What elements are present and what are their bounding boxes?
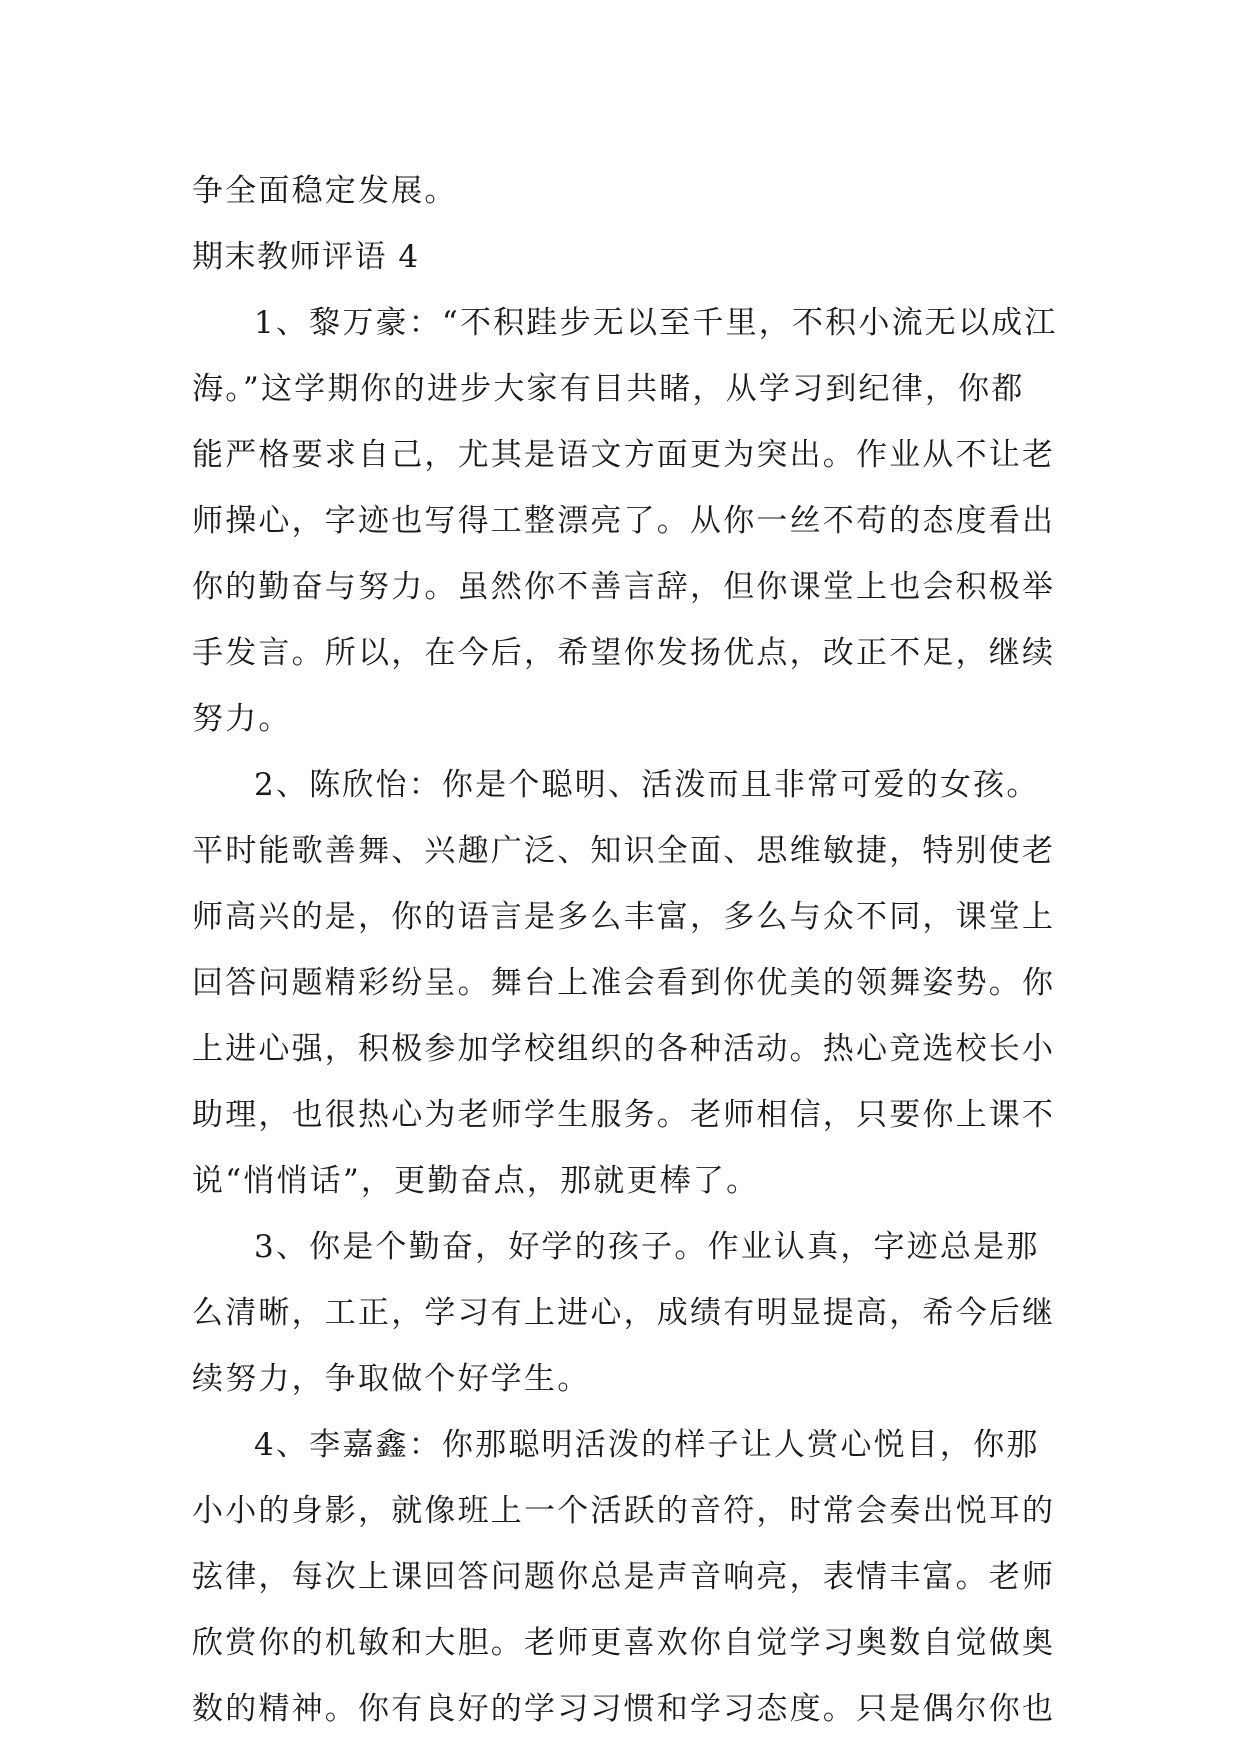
document-body xyxy=(192,158,1057,1742)
paragraph-line: 3、你是个勤奋，好学的孩子。作业认真，字迹总是那 xyxy=(254,1229,1040,1265)
paragraph-line: 4、李嘉鑫：你那聪明活泼的样子让人赏心悦目，你那 xyxy=(254,1427,1040,1463)
paragraph-line: 师高兴的是，你的语言是多么丰富，多么与众不同，课堂上 xyxy=(192,899,1056,935)
paragraph-line: 海。”这学期你的进步大家有目共睹，从学习到纪律，你都 xyxy=(192,371,1025,407)
paragraph-line: 你的勤奋与努力。虽然你不善言辞，但你课堂上也会积极举 xyxy=(192,569,1056,605)
paragraph-line: 手发言。所以，在今后，希望你发扬优点，改正不足，继续 xyxy=(192,635,1056,671)
paragraph-line: 平时能歌善舞、兴趣广泛、知识全面、思维敏捷，特别使老 xyxy=(192,833,1056,869)
paragraph-3 xyxy=(192,1214,1057,1412)
paragraph-line: 能严格要求自己，尤其是语文方面更为突出。作业从不让老 xyxy=(192,437,1056,473)
paragraph-1 xyxy=(192,290,1057,752)
paragraph-line: 努力。 xyxy=(192,701,292,737)
paragraph-line: 续努力，争取做个好学生。 xyxy=(192,1361,591,1397)
section-heading: 期末教师评语 4 xyxy=(192,239,420,275)
paragraph-line: 么清晰，工正，学习有上进心，成绩有明显提高，希今后继 xyxy=(192,1295,1056,1331)
paragraph-line: 1、黎万豪：“不积跬步无以至千里，不积小流无以成江 xyxy=(254,305,1058,341)
paragraph-line: 小小的身影，就像班上一个活跃的音符，时常会奏出悦耳的 xyxy=(192,1493,1056,1529)
paragraph-line: 师操心，字迹也写得工整漂亮了。从你一丝不苟的态度看出 xyxy=(192,503,1056,539)
intro-line: 争全面稳定发展。 xyxy=(192,173,458,209)
paragraph-line: 助理，也很热心为老师学生服务。老师相信，只要你上课不 xyxy=(192,1097,1056,1133)
paragraph-line: 欣赏你的机敏和大胆。老师更喜欢你自觉学习奥数自觉做奥 xyxy=(192,1625,1056,1661)
paragraph-2 xyxy=(192,752,1057,1214)
paragraph-line: 上进心强，积极参加学校组织的各种活动。热心竞选校长小 xyxy=(192,1031,1056,1067)
paragraph-4 xyxy=(192,1412,1057,1742)
paragraph-line: 说“悄悄话”，更勤奋点，那就更棒了。 xyxy=(192,1163,760,1199)
paragraph-line: 2、陈欣怡：你是个聪明、活泼而且非常可爱的女孩。 xyxy=(254,767,1040,803)
paragraph-line: 数的精神。你有良好的学习习惯和学习态度。只是偶尔你也 xyxy=(192,1691,1056,1727)
paragraph-line: 回答问题精彩纷呈。舞台上准会看到你优美的领舞姿势。你 xyxy=(192,965,1056,1001)
paragraph-line: 弦律，每次上课回答问题你总是声音响亮，表情丰富。老师 xyxy=(192,1559,1056,1595)
